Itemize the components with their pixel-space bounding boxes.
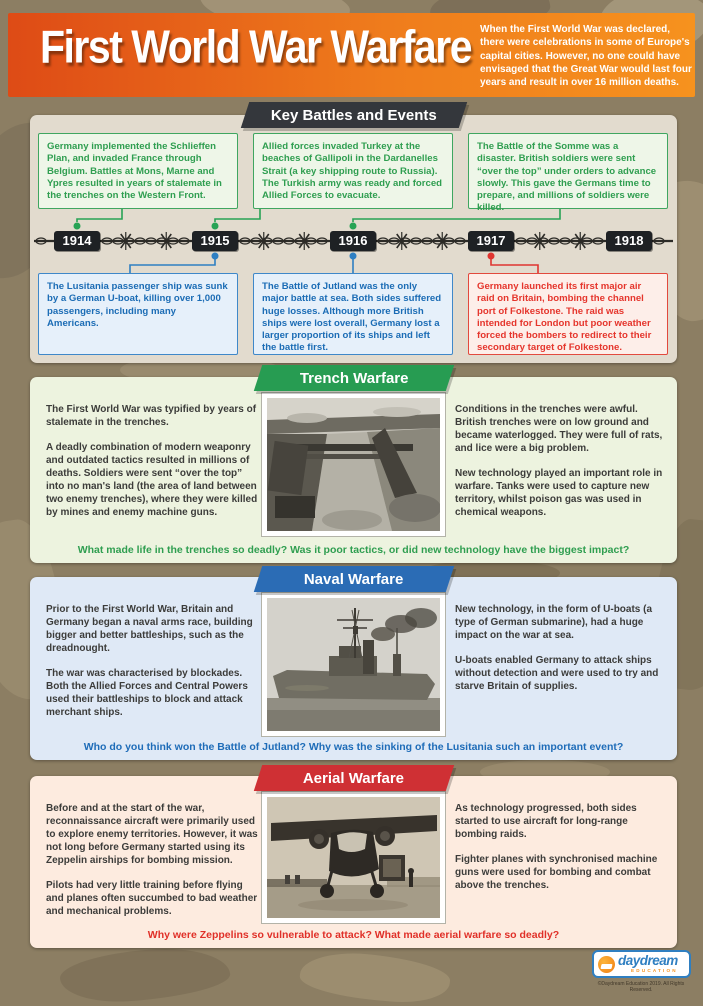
aerial-paragraph: Pilots had very little training before flying and planes often succumbed to bad weather and mechanical problems. — [46, 880, 258, 917]
year-badge-1917: 1917 — [468, 231, 514, 251]
trench-banner — [253, 365, 453, 391]
event-schlieffen-plan: Germany implemented the Schlieffen Plan, and invaded France through Belgium. Battles at Mons, Marne and Ypres resulted in years of stalemate in the trenches on the Western Front. — [38, 133, 238, 209]
key-battles-banner — [240, 102, 466, 128]
naval-banner-label: Naval Warfare — [303, 570, 404, 588]
timeline-marker-green-icon — [350, 223, 357, 230]
naval-right-column — [455, 603, 664, 705]
year-badge-1915: 1915 — [192, 231, 238, 251]
aerial-right-column — [455, 802, 664, 904]
logo-subtitle: EDUCATION — [631, 967, 678, 973]
camo-blob — [58, 944, 231, 1006]
camo-blob — [298, 949, 451, 1006]
trench-banner-label: Trench Warfare — [299, 369, 408, 387]
naval-question: Who do you think won the Battle of Jutland? Why was the sinking of the Lusitania such an important event? — [83, 741, 624, 753]
trench-photo-illustration — [267, 398, 440, 531]
connector-1915-top — [215, 209, 260, 222]
event-somme: The Battle of the Somme was a disaster. British soldiers were sent “over the top” under orders to advance slowly. This gave the Germans time to prepare, and millions of soldiers were killed. — [468, 133, 668, 209]
battleship-photo-illustration — [267, 598, 440, 731]
aerial-question: Why were Zeppelins so vulnerable to attack? What made aerial warfare so deadly? — [147, 929, 560, 941]
trench-paragraph: Conditions in the trenches were awful. British trenches were on low ground and became waterlogged. They were full of rats, and lice were a big problem. — [455, 404, 663, 454]
naval-paragraph: New technology, in the form of U-boats (a type of German submarine), had a huge impact on the war at sea. — [455, 604, 653, 641]
section-key-battles — [30, 106, 677, 363]
year-badge-1916: 1916 — [330, 231, 376, 251]
naval-paragraph: U-boats enabled Germany to attack ships without detection and were used to try and starve Britain of supplies. — [455, 655, 659, 692]
event-lusitania: The Lusitania passenger ship was sunk by a German U-boat, killing over 1,000 passengers, including many Americans. — [38, 273, 238, 355]
connector-1915-bottom — [130, 259, 215, 273]
naval-banner — [253, 566, 453, 592]
aerial-paragraph: Fighter planes with synchronised machine guns were used for bombing and combat above the trenches. — [455, 854, 658, 891]
naval-paragraph: Prior to the First World War, Britain and Germany began a naval arms race, building bigger and better battleships, such as the dreadnought. — [46, 604, 253, 654]
section-aerial-warfare — [30, 769, 677, 948]
daydream-logo — [592, 950, 691, 978]
logo-wordmark: daydream — [618, 953, 678, 969]
daydream-logo-icon — [598, 956, 615, 973]
header-intro: When the First World War was declared, there were celebrations in some of Europe's capital cities. However, no one could have envisaged that the Great War would last four years and result in over 16 million deaths. — [480, 24, 692, 89]
timeline-marker-blue-icon — [350, 253, 357, 260]
connector-1914 — [77, 209, 122, 222]
timeline — [30, 209, 677, 273]
daydream-logo-text — [618, 954, 678, 973]
aerial-paragraph: As technology progressed, both sides started to use aircraft for long-range bombing raids. — [455, 803, 637, 840]
trench-paragraph: New technology played an important role in warfare. Tanks were used to capture new territory, whilst poison gas was used in chemical weapons. — [455, 468, 663, 518]
aerial-left-column — [46, 802, 258, 930]
trench-paragraph: The First World War was typified by years of stalemate in the trenches. — [46, 404, 257, 428]
timeline-marker-blue-icon — [212, 253, 219, 260]
aerial-photo — [262, 792, 445, 923]
naval-left-column — [46, 603, 258, 731]
timeline-marker-green-icon — [212, 223, 219, 230]
aerial-paragraph: Before and at the start of the war, reconnaissance aircraft were primarily used to explore enemy territories. However, it was not long before Germany started using its Zeppelin airships for bombing mission. — [46, 803, 258, 866]
event-jutland: The Battle of Jutland was the only major battle at sea. Both sides suffered huge losses. Although more British ships were lost overall, Germany lost a larger proportion of its ships and left the battle first. — [253, 273, 453, 355]
timeline-top-events — [38, 133, 668, 214]
timeline-marker-red-icon — [488, 253, 495, 260]
year-badge-1914: 1914 — [54, 231, 100, 251]
event-gallipoli: Allied forces invaded Turkey at the beaches of Gallipoli in the Dardanelles Strait (a key shipping route to Russia). The Turkish army was ready and forced Allied Forces to evacuate. — [253, 133, 453, 209]
aerial-banner — [253, 765, 453, 791]
key-battles-banner-label: Key Battles and Events — [270, 106, 437, 124]
timeline-bottom-events — [38, 273, 668, 355]
header-banner — [8, 13, 695, 97]
naval-paragraph: The war was characterised by blockades. Both the Allied Forces and Central Powers used their battleships to block and attack merchant ships. — [46, 668, 248, 718]
trench-photo — [262, 393, 445, 536]
trench-paragraph: A deadly combination of modern weaponry and outdated tactics resulted in millions of deaths. Soldiers were sent “over the top” into no man's land (the area of land between two enemy trenches), where they were killed by mines and enemy machine guns. — [46, 442, 258, 518]
aircraft-photo-illustration — [267, 797, 440, 918]
poster-title: First World War Warfare — [40, 21, 471, 73]
trench-question: What made life in the trenches so deadly? Was it poor tactics, or did new technology have the biggest impact? — [77, 544, 630, 556]
year-badge-1918: 1918 — [606, 231, 652, 251]
naval-photo — [262, 593, 445, 736]
aerial-banner-label: Aerial Warfare — [302, 769, 405, 787]
connector-1917-bottom — [491, 259, 538, 273]
copyright-line: ©Daydream Education 2019. All Rights Reserved. — [597, 981, 685, 993]
section-trench-warfare — [30, 369, 677, 563]
trench-right-column — [455, 403, 664, 531]
connector-1916-top — [353, 209, 560, 222]
section-naval-warfare — [30, 570, 677, 760]
timeline-marker-green-icon — [74, 223, 81, 230]
event-air-raid: Germany launched its first major air raid on Britain, bombing the channel port of Folkestone. The raid was intended for London but poor weather forced the bombers to redirect to their secondary target of Folkestone. — [468, 273, 668, 355]
trench-left-column — [46, 403, 258, 531]
